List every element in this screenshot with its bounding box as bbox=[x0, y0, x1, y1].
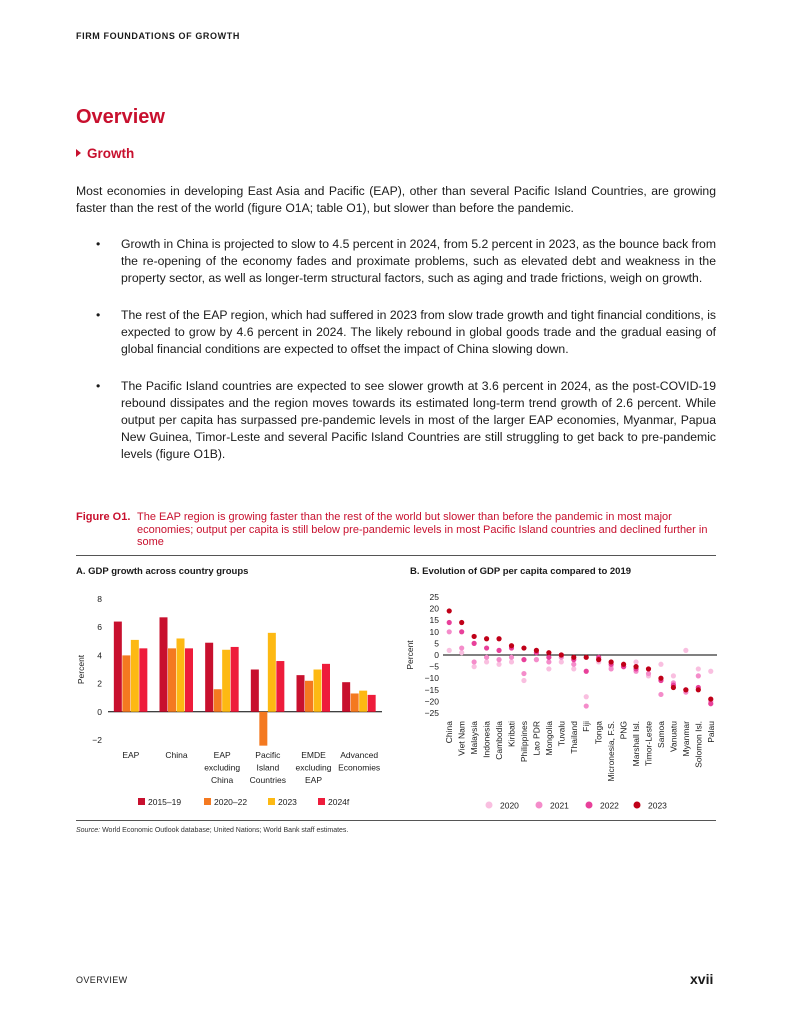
dot-2023-4 bbox=[496, 636, 501, 641]
x-category-label: Thailand bbox=[568, 721, 579, 754]
dot-2023-10 bbox=[571, 655, 576, 660]
y-tick-label: 5 bbox=[434, 638, 439, 649]
footer-section-name: OVERVIEW bbox=[76, 975, 128, 985]
intro-paragraph: Most economies in developing East Asia and Pacific (EAP), other than several Pacific Island Countries, are growing faster than the rest of the world (figure O1A; table O1), but slower than before the pandemic. bbox=[76, 184, 716, 215]
dot-2021-16 bbox=[646, 671, 651, 676]
dot-2020-6 bbox=[521, 678, 526, 683]
dot-2020-18 bbox=[671, 673, 676, 678]
y-tick-label: −25 bbox=[424, 708, 439, 718]
dot-2023-14 bbox=[621, 662, 626, 667]
page-title: Overview bbox=[76, 106, 165, 128]
dot-2021-5 bbox=[509, 655, 514, 660]
x-category-label: Micronesia, F.S. bbox=[606, 721, 617, 782]
x-category-label: Malaysia bbox=[469, 721, 480, 755]
dot-2022-11 bbox=[584, 669, 589, 674]
x-category-label: China bbox=[444, 721, 455, 744]
dot-2021-2 bbox=[472, 659, 477, 664]
y-tick-label: 0 bbox=[97, 706, 102, 717]
panel-a-title: A. GDP growth across country groups bbox=[76, 566, 249, 577]
dot-2020-9 bbox=[559, 659, 564, 664]
dot-2020-3 bbox=[484, 659, 489, 664]
bar-202022-4 bbox=[305, 681, 313, 712]
dot-2020-19 bbox=[683, 648, 688, 653]
bar-202022-5 bbox=[351, 693, 359, 711]
section-heading-label: Growth bbox=[87, 146, 135, 161]
dot-2021-10 bbox=[571, 662, 576, 667]
x-category-label: Solomon Isl. bbox=[693, 721, 704, 768]
dot-2021-7 bbox=[534, 657, 539, 662]
x-category-label: Lao PDR bbox=[531, 721, 542, 756]
dot-2023-18 bbox=[671, 685, 676, 690]
dot-2020-2 bbox=[472, 664, 477, 669]
x-category-label: China bbox=[211, 775, 234, 785]
dot-2022-6 bbox=[521, 657, 526, 662]
dot-2020-5 bbox=[509, 659, 514, 664]
x-category-label: Palau bbox=[705, 721, 716, 743]
x-category-label: Myanmar bbox=[680, 721, 691, 757]
dot-2022-3 bbox=[484, 645, 489, 650]
y-tick-label: 8 bbox=[97, 594, 102, 604]
dot-2021-0 bbox=[447, 629, 452, 634]
bar-202022-3 bbox=[259, 712, 267, 746]
x-category-label: Mongolia bbox=[543, 721, 554, 756]
y-tick-label: 6 bbox=[97, 622, 102, 633]
dot-2021-11 bbox=[584, 703, 589, 708]
x-category-label: Kiribati bbox=[506, 721, 517, 747]
bullet-item bbox=[96, 307, 716, 358]
dot-2021-1 bbox=[459, 645, 464, 650]
bullet-text: The rest of the EAP region, which had suffered in 2023 from slow trade growth and tight financial conditions, is expected to grow by 4.6 percent in 2024. The likely rebound in global goods trade and the gradual easing of global financial conditions are expected to offset the impact of China slowing down. bbox=[121, 308, 716, 356]
dot-2023-19 bbox=[683, 687, 688, 692]
y-tick-label: 20 bbox=[429, 603, 439, 614]
dot-2022-21 bbox=[708, 701, 713, 706]
bar-2023-5 bbox=[359, 691, 367, 712]
y-tick-label: −20 bbox=[424, 696, 439, 707]
dot-2020-21 bbox=[708, 669, 713, 674]
bullet-text: The Pacific Island countries are expected to see slower growth at 3.6 percent in 2024, as the post-COVID-19 rebound dissipates and the region moves towards its estimated long-term trend growth of 2.6 percent. While output per capita has surpassed pre-pandemic levels in most of the larger EAP economies, Myanmar, Papua New Guinea, Timor-Leste and several Pacific Island Countries are still struggling to get back to pre-pandemic levels (figure O1B). bbox=[121, 379, 716, 461]
x-category-label: excluding bbox=[204, 762, 241, 773]
x-category-label: Samoa bbox=[655, 721, 666, 748]
dot-2020-17 bbox=[658, 662, 663, 667]
dot-2023-16 bbox=[646, 666, 651, 671]
dot-2020-20 bbox=[696, 666, 701, 671]
x-category-label: Viet Nam bbox=[456, 721, 467, 756]
x-category-label: Tuvalu bbox=[556, 721, 567, 747]
dot-2023-6 bbox=[521, 645, 526, 650]
y-tick-label: 2 bbox=[97, 678, 102, 689]
dot-2023-7 bbox=[534, 648, 539, 653]
bar-201519-5 bbox=[342, 682, 350, 712]
dot-2021-6 bbox=[521, 671, 526, 676]
y-tick-label: 0 bbox=[434, 650, 439, 660]
x-category-label: EMDE bbox=[301, 750, 326, 760]
dot-2023-15 bbox=[633, 664, 638, 669]
chart-b-gdp-per-capita bbox=[405, 585, 720, 815]
y-tick-label: −5 bbox=[429, 661, 439, 672]
panel-b-title: B. Evolution of GDP per capita compared to 2019 bbox=[410, 566, 632, 577]
y-tick-label: 10 bbox=[429, 626, 439, 637]
bar-2024f-4 bbox=[322, 664, 330, 712]
dot-2020-11 bbox=[584, 694, 589, 699]
dot-2023-13 bbox=[609, 659, 614, 664]
x-category-label: Countries bbox=[249, 775, 287, 785]
x-category-label: Tonga bbox=[593, 721, 604, 745]
dot-2021-8 bbox=[546, 659, 551, 664]
x-category-label: Fiji bbox=[581, 721, 592, 732]
x-category-label: Indonesia bbox=[481, 721, 492, 758]
bullet-dot-icon: • bbox=[96, 379, 101, 393]
section-heading bbox=[76, 146, 134, 161]
bar-2024f-3 bbox=[276, 661, 284, 712]
legend-label: 2020–22 bbox=[214, 797, 248, 807]
dot-2022-1 bbox=[459, 629, 464, 634]
dot-2021-3 bbox=[484, 655, 489, 660]
bar-201519-1 bbox=[160, 617, 168, 711]
bar-2023-2 bbox=[222, 650, 230, 712]
dot-2021-17 bbox=[658, 692, 663, 697]
figure-caption bbox=[76, 511, 716, 549]
x-category-label: Philippines bbox=[518, 721, 529, 763]
legend-label: 2023 bbox=[648, 800, 667, 811]
bar-2024f-5 bbox=[368, 695, 376, 712]
x-category-label: Vanuatu bbox=[668, 721, 679, 753]
bar-202022-0 bbox=[122, 655, 130, 711]
x-category-label: Marshall Isl. bbox=[631, 721, 642, 767]
figure-bottom-rule bbox=[76, 820, 716, 821]
bar-2023-0 bbox=[131, 640, 139, 712]
legend-swatch-3 bbox=[318, 798, 325, 805]
legend-label: 2020 bbox=[500, 800, 519, 811]
legend-swatch-2 bbox=[268, 798, 275, 805]
source-note bbox=[76, 827, 348, 834]
dot-2023-12 bbox=[596, 657, 601, 662]
y-tick-label: −15 bbox=[424, 684, 439, 695]
x-category-label: China bbox=[165, 750, 188, 760]
chart-a-gdp-growth bbox=[76, 585, 386, 815]
y-axis-label: Percent bbox=[405, 640, 415, 670]
bullet-dot-icon: • bbox=[96, 237, 101, 251]
x-category-label: PNG bbox=[618, 721, 629, 740]
bar-2024f-1 bbox=[185, 648, 193, 711]
legend-label: 2021 bbox=[550, 800, 569, 811]
dot-2022-8 bbox=[546, 655, 551, 660]
bar-201519-2 bbox=[205, 643, 213, 712]
legend-swatch-0 bbox=[138, 798, 145, 805]
legend-label: 2015–19 bbox=[148, 797, 182, 807]
dot-2023-9 bbox=[559, 652, 564, 657]
legend-dot-3 bbox=[634, 802, 641, 809]
dot-2023-3 bbox=[484, 636, 489, 641]
y-tick-label: 25 bbox=[429, 592, 439, 602]
legend-dot-0 bbox=[486, 802, 493, 809]
bar-2024f-2 bbox=[231, 647, 239, 712]
dot-2021-4 bbox=[496, 657, 501, 662]
bullet-item bbox=[96, 378, 716, 463]
source-label: Source: bbox=[76, 827, 101, 834]
dot-2020-0 bbox=[447, 648, 452, 653]
x-category-label: Cambodia bbox=[494, 721, 505, 760]
legend-label: 2022 bbox=[600, 800, 619, 811]
y-tick-label: 15 bbox=[429, 615, 439, 626]
dot-2023-11 bbox=[584, 655, 589, 660]
x-category-label: Economies bbox=[338, 762, 381, 773]
dot-2020-15 bbox=[633, 659, 638, 664]
bar-202022-2 bbox=[214, 689, 222, 712]
dot-2023-21 bbox=[708, 696, 713, 701]
dot-2023-0 bbox=[447, 608, 452, 613]
bullet-item bbox=[96, 236, 716, 287]
dot-2023-8 bbox=[546, 650, 551, 655]
x-category-label: Island bbox=[256, 762, 280, 773]
bar-2023-3 bbox=[268, 633, 276, 712]
dot-2020-10 bbox=[571, 666, 576, 671]
triangle-bullet-icon bbox=[76, 149, 81, 157]
dot-2022-2 bbox=[472, 641, 477, 646]
dot-2021-20 bbox=[696, 673, 701, 678]
source-text: World Economic Outlook database; United Nations; World Bank staff estimates. bbox=[102, 827, 349, 834]
bar-201519-4 bbox=[297, 675, 305, 712]
legend-dot-1 bbox=[536, 802, 543, 809]
dot-2020-1 bbox=[459, 650, 464, 655]
running-head: FIRM FOUNDATIONS OF GROWTH bbox=[76, 31, 240, 41]
legend-dot-2 bbox=[586, 802, 593, 809]
bar-2023-1 bbox=[177, 638, 185, 711]
y-tick-label: −2 bbox=[92, 735, 102, 745]
y-tick-label: −10 bbox=[424, 673, 439, 684]
x-category-label: Pacific bbox=[255, 750, 281, 760]
x-category-label: EAP bbox=[304, 775, 323, 785]
dot-2023-1 bbox=[459, 620, 464, 625]
bar-2023-4 bbox=[314, 670, 322, 712]
legend-swatch-1 bbox=[204, 798, 211, 805]
dot-2023-20 bbox=[696, 687, 701, 692]
bullet-dot-icon: • bbox=[96, 308, 101, 322]
page-number: xvii bbox=[690, 971, 714, 987]
bullet-text: Growth in China is projected to slow to 4.5 percent in 2024, from 5.2 percent in 2023, as the bounce back from the re-opening of the economy fades and proximate problems, such as elevated debt and weakness in the property sector, as well as longer-term structural factors, such as aging and trade frictions, weigh on growth. bbox=[121, 237, 716, 285]
x-category-label: EAP bbox=[122, 750, 140, 760]
legend-label: 2024f bbox=[328, 797, 350, 807]
figure-label: Figure O1. bbox=[76, 511, 131, 523]
bar-202022-1 bbox=[168, 648, 176, 711]
x-category-label: excluding bbox=[295, 762, 332, 773]
bar-201519-3 bbox=[251, 670, 259, 712]
x-category-label: Advanced bbox=[340, 750, 379, 760]
bar-2024f-0 bbox=[139, 648, 147, 711]
y-axis-label: Percent bbox=[76, 654, 86, 685]
dot-2023-2 bbox=[472, 634, 477, 639]
x-category-label: Timor-Leste bbox=[643, 721, 654, 767]
legend-label: 2023 bbox=[278, 797, 297, 807]
dot-2023-5 bbox=[509, 643, 514, 648]
bar-201519-0 bbox=[114, 622, 122, 712]
dot-2022-4 bbox=[496, 648, 501, 653]
dot-2021-13 bbox=[609, 666, 614, 671]
figure-top-rule bbox=[76, 555, 716, 556]
y-tick-label: 4 bbox=[97, 650, 102, 661]
x-category-label: EAP bbox=[213, 750, 231, 760]
dot-2023-17 bbox=[658, 676, 663, 681]
dot-2020-8 bbox=[546, 666, 551, 671]
dot-2022-0 bbox=[447, 620, 452, 625]
dot-2020-4 bbox=[496, 662, 501, 667]
figure-caption-text: The EAP region is growing faster than the rest of the world but slower than before the pandemic in most major economies; output per capita is still below pre-pandemic levels in most Pacific Island countries and declined further in some bbox=[137, 511, 708, 548]
